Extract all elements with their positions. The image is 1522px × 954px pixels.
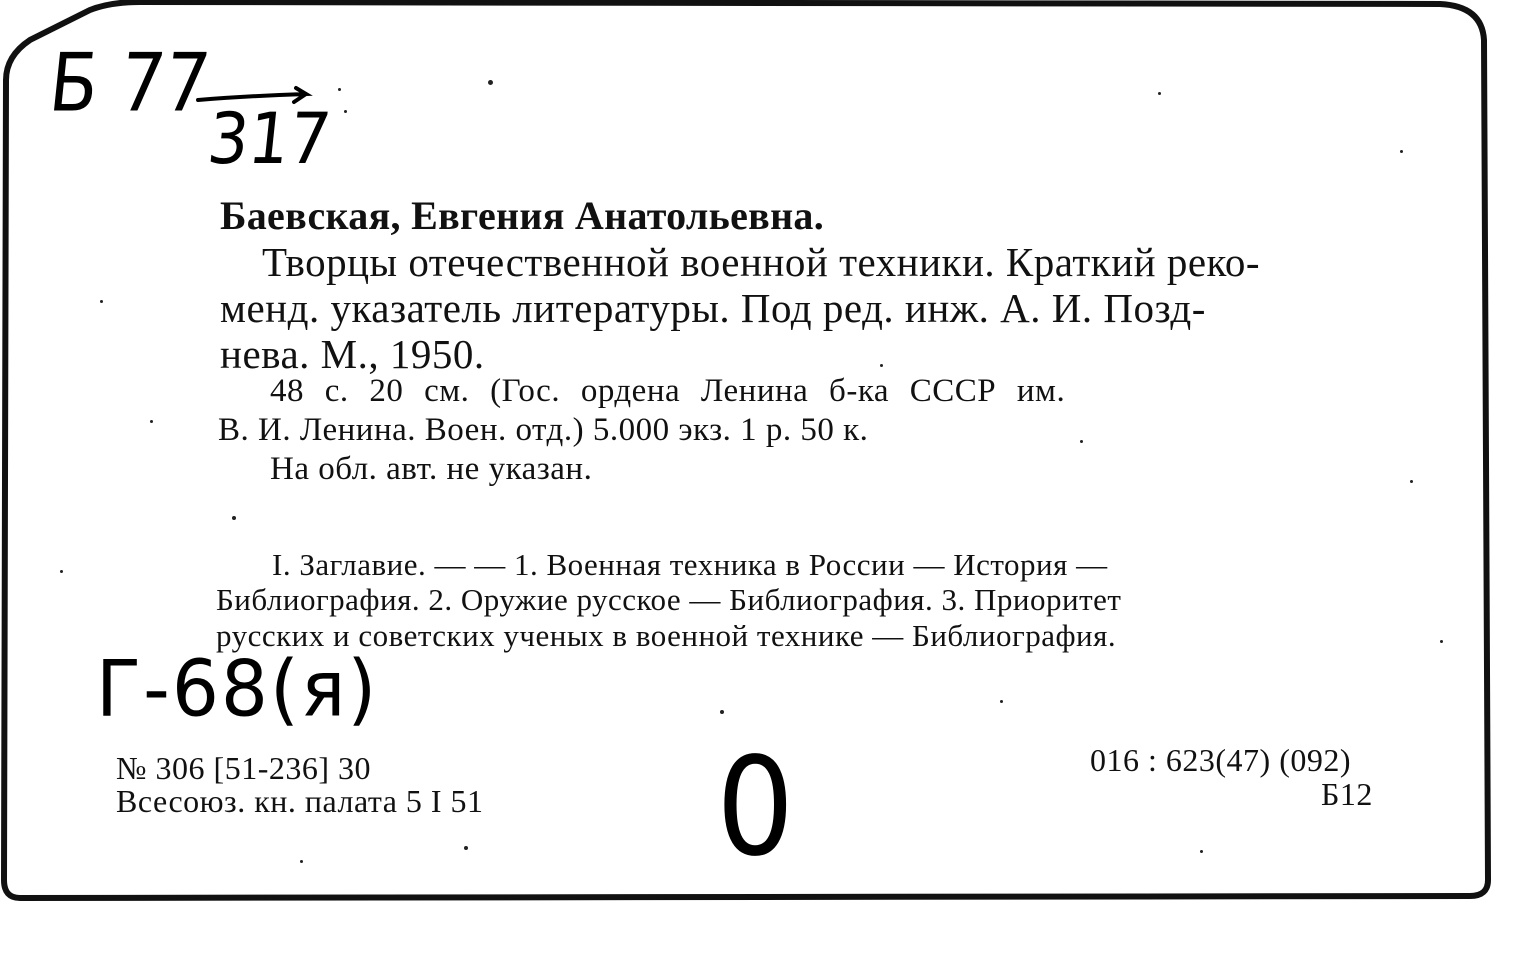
book-chamber-line: Всесоюз. кн. палата 5 I 51 bbox=[116, 783, 484, 819]
title-line: Творцы отечественной военной техники. Краткий реко- bbox=[262, 239, 1261, 285]
author-heading: Баевская, Евгения Анатольевна. bbox=[220, 193, 825, 238]
collation-line: 48 с. 20 см. (Гос. ордена Ленина б-ка СССР им. bbox=[270, 373, 1066, 409]
tracing-line: Библиография. 2. Оружие русское — Библиография. 3. Приоритет bbox=[216, 582, 1122, 617]
title-line: нева. М., 1950. bbox=[220, 331, 485, 377]
collation-line: В. И. Ленина. Воен. отд.) 5.000 экз. 1 р. 50 к. bbox=[218, 412, 869, 448]
shelfmark-bottom: 317 bbox=[203, 99, 335, 181]
author-note: На обл. авт. не указан. bbox=[270, 451, 593, 487]
title-line: менд. указатель литературы. Под ред. инж. А. И. Позд- bbox=[220, 285, 1206, 331]
card-number: № 306 [51-236] 30 bbox=[116, 750, 371, 786]
shelfmark-top: Б 77 bbox=[45, 35, 215, 131]
circle-mark: 0 bbox=[716, 729, 795, 887]
edition-code: Б12 bbox=[1321, 776, 1373, 812]
tracing-line: русских и советских ученых в военной технике — Библиография. bbox=[216, 618, 1117, 653]
tracing-line: I. Заглавие. — — 1. Военная техника в России — История — bbox=[272, 547, 1108, 582]
classification-mark: Г-68(я) bbox=[96, 643, 379, 735]
udc-index: 016 : 623(47) (092) bbox=[1090, 742, 1352, 778]
